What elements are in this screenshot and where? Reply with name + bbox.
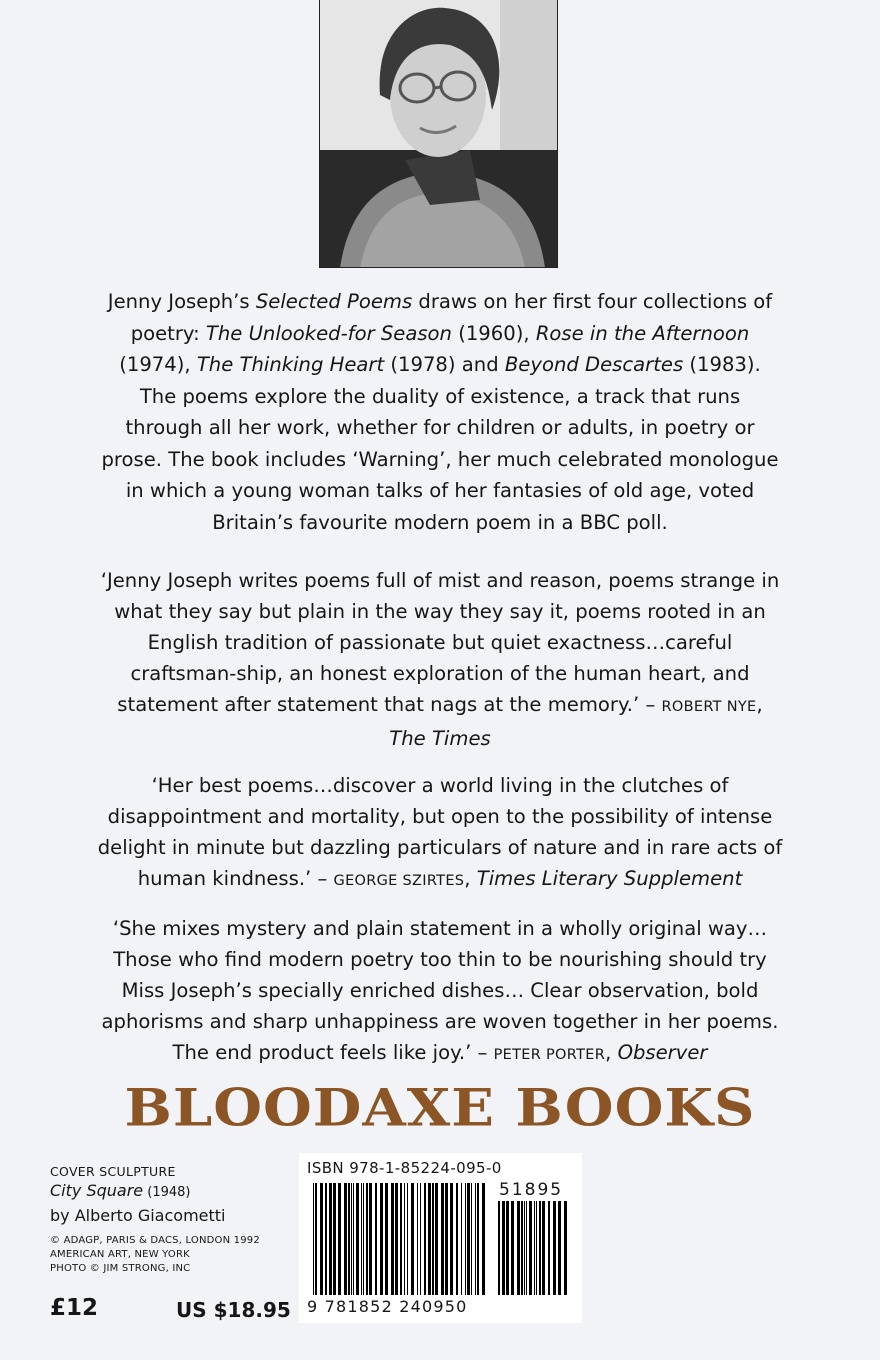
book-description: Jenny Joseph’s Selected Poems draws on her first four collections of poetry: The Unlooked-for Season (1960), Rose in the Afternoon (1974), The Thinking Heart (1978) and Beyond Descartes (1983). The poems explore the duality of existence, a track that runs through all her work, whether for children or adults, in poetry or prose. The book includes ‘Warning’, her much celebrated monologue in which a young woman talks of her fantasies of old age, voted Britain’s favourite modern poem in a BBC poll. [101,290,779,534]
barcode-bar [338,1183,341,1295]
barcode-bar [375,1183,377,1295]
barcode-bar [524,1201,525,1295]
barcode-bar [502,1201,505,1295]
barcode-bar [435,1183,438,1295]
barcode-bar [417,1183,418,1295]
barcode-bar [445,1183,448,1295]
barcode-bar [315,1183,317,1295]
barcode-bar [400,1183,402,1295]
portrait-image [320,0,558,268]
barcode-digits: 9 781852 240950 [307,1297,468,1316]
cover-credits [50,1163,290,1276]
credit-artist: by Alberto Giacometti [50,1206,226,1225]
barcode-bar [450,1183,453,1295]
barcode-bar [420,1183,421,1295]
barcode-bar [475,1183,476,1295]
barcode-bar [380,1183,383,1295]
barcode-bar [467,1183,470,1295]
barcode-bar [517,1201,520,1295]
barcode-bar [477,1183,479,1295]
barcode [299,1153,582,1323]
barcode-bar [385,1183,388,1295]
review-quote: ‘Jenny Joseph writes poems full of mist and reason, poems strange in what they say but plain in the way they say it, poems rooted in an English tradition of passionate but quiet exactness…careful craftsman-ship, an honest exploration of the human heart, and statement after statement that nags at the memory.’ – ROBERT NYE, The Times [100,569,780,750]
credit-copyright: © ADAGP, PARIS & DACS, LONDON 1992 AMERICAN ART, NEW YORK PHOTO © JIM STRONG, INC [50,1235,260,1274]
credit-title: City Square (1948) [50,1181,191,1200]
barcode-bar [344,1183,347,1295]
barcode-bar [366,1183,368,1295]
barcode-bar [534,1201,535,1295]
price-code: 51895 [499,1180,564,1200]
barcode-bar [313,1183,314,1295]
price-uk: £12 [50,1295,99,1321]
barcode-bars [313,1183,573,1298]
barcode-bar [441,1183,444,1295]
barcode-bar [411,1183,414,1295]
author-photo [319,0,558,268]
barcode-bar [428,1183,431,1295]
barcode-bar [432,1183,434,1295]
barcode-bar [404,1183,405,1295]
barcode-bar [333,1183,336,1295]
barcode-bar [320,1183,323,1295]
barcode-bar [395,1183,398,1295]
barcode-bar [351,1183,352,1295]
isbn-number: ISBN 978-1-85224-095-0 [307,1159,502,1177]
barcode-bar [461,1183,462,1295]
review-quote: ‘She mixes mystery and plain statement in a wholly original way… Those who find modern poetry too thin to be nourishing should try Miss Joseph’s specially enriched dishes… Clear observation, bold aphorisms and sharp unhappiness are woven together in her poems. The end product feels like joy.’ – PETER PORTER, Observer [101,917,779,1064]
barcode-bar [564,1201,567,1295]
barcode-bar [542,1201,545,1295]
barcode-bar [506,1201,509,1295]
barcode-bar [558,1201,561,1295]
review-quote: ‘Her best poems…discover a world living in the clutches of disappointment and mortality, but open to the possibility of intense delight in minute but dazzling particulars of nature and in rare acts of human kindness.’ – GEORGE SZIRTES, Times Literary Supplement [97,774,783,890]
barcode-bar [424,1183,426,1295]
barcode-bar [353,1183,354,1295]
publisher-logo: BLOODAXE BOOKS [124,1077,756,1139]
barcode-bar [325,1183,327,1295]
barcode-bar [329,1183,332,1295]
barcode-bar [471,1183,472,1295]
barcode-bar [521,1201,523,1295]
review-quotes [96,565,784,1087]
price-us: US $18.95 [176,1298,291,1322]
barcode-bar [391,1183,394,1295]
barcode-bar [482,1183,485,1295]
credit-label: COVER SCULPTURE [50,1164,176,1179]
barcode-bar [498,1201,500,1295]
barcode-bar [456,1183,458,1295]
barcode-bar [511,1201,514,1295]
barcode-bar [361,1183,362,1295]
barcode-bar [465,1183,466,1295]
barcode-bar [553,1201,556,1295]
barcode-bar [369,1183,372,1295]
barcode-bar [529,1201,532,1295]
barcode-bar [348,1183,350,1295]
barcode-bar [539,1201,541,1295]
barcode-bar [526,1201,527,1295]
barcode-bar [407,1183,408,1295]
barcode-bar [536,1201,537,1295]
barcode-bar [548,1201,550,1295]
barcode-bar [356,1183,359,1295]
barcode-bar [363,1183,364,1295]
